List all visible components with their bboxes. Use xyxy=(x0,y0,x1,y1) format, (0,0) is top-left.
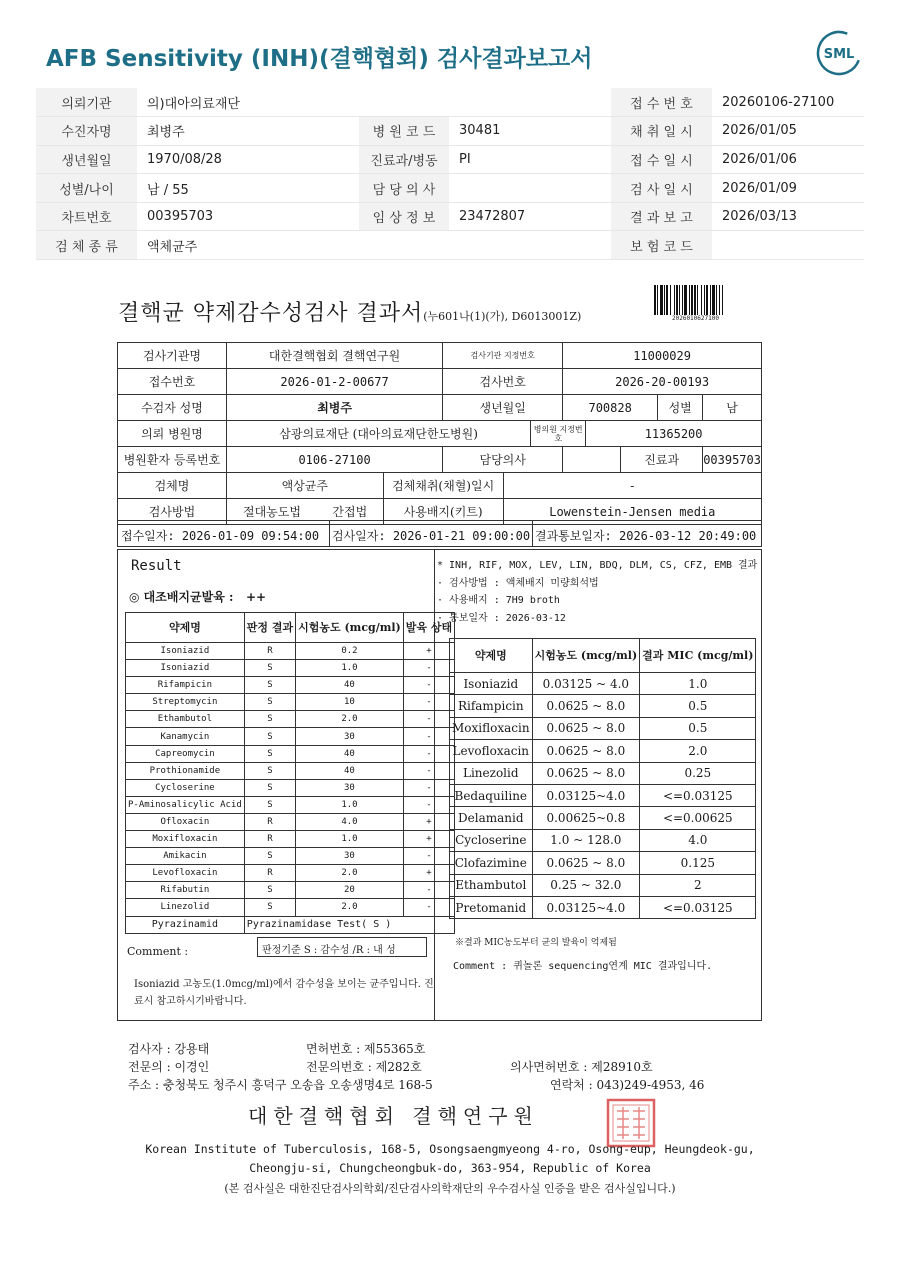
table-cell: 2.0 xyxy=(296,865,404,882)
table-cell: Cycloserine xyxy=(450,829,533,851)
criteria-box: 판정기준 S : 감수성 /R : 내 성 xyxy=(257,937,427,957)
table-cell: 0.03125 ~ 4.0 xyxy=(532,673,640,695)
table-row xyxy=(126,813,455,830)
drug-susceptibility-table xyxy=(125,612,455,934)
table-cell: 1.0 ~ 128.0 xyxy=(532,829,640,851)
table-row xyxy=(126,711,455,728)
table-cell: Clofazimine xyxy=(450,852,533,874)
table-cell: R xyxy=(244,813,295,830)
table-cell: - xyxy=(403,796,454,813)
table-cell: Ethambutol xyxy=(450,874,533,896)
table-cell: - xyxy=(403,899,454,916)
table-cell: 30 xyxy=(296,728,404,745)
column-header: 시험농도 (mcg/ml) xyxy=(296,613,404,643)
table-cell: Streptomycin xyxy=(126,694,245,711)
table-cell: Capreomycin xyxy=(126,745,245,762)
table-cell: 0.0625 ~ 8.0 xyxy=(532,852,640,874)
table-cell: 30 xyxy=(296,779,404,796)
column-header: 판정 결과 xyxy=(244,613,295,643)
table-cell: 0.5 xyxy=(640,717,756,739)
page-title: AFB Sensitivity (INH)(결핵협회) 검사결과보고서 xyxy=(46,46,593,72)
column-header: 시험농도 (mcg/ml) xyxy=(532,639,640,673)
table-cell: 1.0 xyxy=(640,673,756,695)
info-label: 접 수 일 시 xyxy=(611,145,712,174)
table-row xyxy=(450,784,756,806)
table-row xyxy=(450,740,756,762)
column-header: 결과 MIC (mcg/ml) xyxy=(640,639,756,673)
info-value: 2026/01/05 xyxy=(712,117,864,146)
column-header: 발육 상태 xyxy=(403,613,454,643)
barcode-number: 2026010627100 xyxy=(672,315,719,322)
table-cell: 20 xyxy=(296,882,404,899)
info-value: 남 / 55 xyxy=(137,174,359,203)
table-cell: S xyxy=(244,711,295,728)
organization-name: 대한결핵협회 결핵연구원 xyxy=(248,1104,539,1128)
table-cell: Delamanid xyxy=(450,807,533,829)
info-label: 진료과/병동 xyxy=(359,145,449,174)
address-en-2: Cheongju-si, Chungcheongbuk-do, 363-954, Republic of Korea xyxy=(249,1161,651,1175)
table-cell: S xyxy=(244,796,295,813)
table-cell: Isoniazid xyxy=(126,660,245,677)
table-cell: Rifampicin xyxy=(450,695,533,717)
table-row xyxy=(450,695,756,717)
info-label: 접 수 번 호 xyxy=(611,88,712,117)
table-cell: 0.03125~4.0 xyxy=(532,896,640,918)
info-value: 30481 xyxy=(449,117,611,146)
report-title: 결핵균 약제감수성검사 결과서(누601나(1)(가), D6013001Z) xyxy=(118,301,582,326)
table-cell: 30 xyxy=(296,848,404,865)
table-cell: 1.0 xyxy=(296,796,404,813)
result-title: Result xyxy=(131,558,182,574)
table-row xyxy=(450,874,756,896)
table-cell: S xyxy=(244,899,295,916)
mic-table-header xyxy=(450,639,756,673)
info-label: 검 사 일 시 xyxy=(611,174,712,203)
info-value: 00395703 xyxy=(137,202,359,231)
table-cell: Cycloserine xyxy=(126,779,245,796)
table-cell: - xyxy=(403,711,454,728)
table-cell: R xyxy=(244,831,295,848)
drug-table-header xyxy=(126,613,455,643)
table-cell: 40 xyxy=(296,745,404,762)
table-row xyxy=(126,796,455,813)
table-row xyxy=(126,865,455,882)
certification-note: (본 검사실은 대한진단검사의학회/진단검사의학재단의 우수검사실 인증을 받은 검사실입니다.) xyxy=(224,1182,676,1195)
table-cell: + xyxy=(403,865,454,882)
table-cell: Rifampicin xyxy=(126,677,245,694)
table-cell: + xyxy=(403,643,454,660)
pza-row xyxy=(126,916,455,933)
table-cell: S xyxy=(244,848,295,865)
info-label: 보 험 코 드 xyxy=(611,231,712,260)
table-cell: - xyxy=(403,677,454,694)
info-value: 23472807 xyxy=(449,202,611,231)
table-cell: Isoniazid xyxy=(126,643,245,660)
table-cell: + xyxy=(403,813,454,830)
table-row xyxy=(126,643,455,660)
table-row xyxy=(126,899,455,916)
table-cell: - xyxy=(403,779,454,796)
table-cell: Ofloxacin xyxy=(126,813,245,830)
table-cell: 2 xyxy=(640,874,756,896)
info-value: 의)대아의료재단 xyxy=(137,88,359,117)
table-cell: 0.0625 ~ 8.0 xyxy=(532,740,640,762)
table-cell: <=0.03125 xyxy=(640,896,756,918)
column-header: 약제명 xyxy=(450,639,533,673)
info-label: 성별/나이 xyxy=(36,174,137,203)
table-row xyxy=(450,673,756,695)
table-cell: Kanamycin xyxy=(126,728,245,745)
info-label: 병 원 코 드 xyxy=(359,117,449,146)
info-value: 2026/01/06 xyxy=(712,145,864,174)
table-cell: S xyxy=(244,694,295,711)
table-row xyxy=(126,728,455,745)
mic-header: * INH, RIF, MOX, LEV, LIN, BDQ, DLM, CS, CFZ, EMB 결과 · 검사방법 : 액체배지 미량희석법 · 사용배지 : 7H9 broth · 통보일자 : 2026-03-12 xyxy=(437,560,758,624)
table-cell: Amikacin xyxy=(126,848,245,865)
table-cell: 2.0 xyxy=(296,711,404,728)
table-cell: <=0.00625 xyxy=(640,807,756,829)
table-row xyxy=(126,660,455,677)
table-cell: Rifabutin xyxy=(126,882,245,899)
table-cell: Levofloxacin xyxy=(450,740,533,762)
footer-line-1: 검사자 : 강용태 면허번호 : 제55365호 xyxy=(128,1042,426,1056)
info-label: 수진자명 xyxy=(36,117,137,146)
colony-growth: ◎ 대조배지균발육 : ++ xyxy=(129,590,267,604)
pza-result: Pyrazinamidase Test( S ) xyxy=(244,916,454,933)
table-cell: - xyxy=(403,882,454,899)
table-cell: P-Aminosalicylic Acid xyxy=(126,796,245,813)
table-cell: 0.125 xyxy=(640,852,756,874)
table-cell: R xyxy=(244,865,295,882)
logo-text: SML xyxy=(823,47,855,62)
table-cell: Prothionamide xyxy=(126,762,245,779)
table-cell: - xyxy=(403,728,454,745)
result-note: Isoniazid 고농도(1.0mcg/ml)에서 감수성을 보이는 균주입니다. 진료시 참고하시기바랍니다. xyxy=(134,979,434,1007)
mic-table xyxy=(449,638,756,919)
table-cell: S xyxy=(244,728,295,745)
info-label: 채 취 일 시 xyxy=(611,117,712,146)
table-cell: Moxifloxacin xyxy=(126,831,245,848)
pza-name: Pyrazinamid xyxy=(126,916,245,933)
table-cell: Linezolid xyxy=(126,899,245,916)
info-value: 1970/08/28 xyxy=(137,145,359,174)
table-cell: 0.03125~4.0 xyxy=(532,784,640,806)
info-value: 액체균주 xyxy=(137,231,359,260)
table-row xyxy=(126,882,455,899)
table-row xyxy=(126,677,455,694)
table-cell: 2.0 xyxy=(296,899,404,916)
info-label: 검 체 종 류 xyxy=(36,231,137,260)
table-row xyxy=(450,717,756,739)
info-label: 담 당 의 사 xyxy=(359,174,449,203)
table-cell: 0.00625~0.8 xyxy=(532,807,640,829)
barcode-icon xyxy=(654,285,750,315)
table-cell: - xyxy=(403,694,454,711)
table-cell: 0.5 xyxy=(640,695,756,717)
info-value: PI xyxy=(449,145,611,174)
table-cell: Pretomanid xyxy=(450,896,533,918)
info-label: 임 상 정 보 xyxy=(359,202,449,231)
address-en-1: Korean Institute of Tuberculosis, 168-5, Osongsaengmyeong 4-ro, Osong-eup, Heungdeok-gu, xyxy=(145,1142,755,1156)
table-cell: 40 xyxy=(296,677,404,694)
mic-comment: Comment : 퀴놀론 sequencing연계 MIC 결과입니다. xyxy=(453,961,713,972)
table-cell: 0.0625 ~ 8.0 xyxy=(532,762,640,784)
table-cell: <=0.03125 xyxy=(640,784,756,806)
table-cell: 0.0625 ~ 8.0 xyxy=(532,695,640,717)
table-cell: Levofloxacin xyxy=(126,865,245,882)
footer-line-2: 전문의 : 이경인 전문의번호 : 제282호 의사면허번호 : 제28910호 xyxy=(128,1060,653,1074)
info-value: 2026/03/13 xyxy=(712,202,864,231)
table-cell: S xyxy=(244,745,295,762)
info-label: 생년월일 xyxy=(36,145,137,174)
table-cell: 40 xyxy=(296,762,404,779)
table-cell: - xyxy=(403,848,454,865)
table-cell: 4.0 xyxy=(296,813,404,830)
table-cell: - xyxy=(403,660,454,677)
mic-note: ※결과 MIC농도부터 균의 발육이 억제됨 xyxy=(455,938,617,948)
table-cell: 2.0 xyxy=(640,740,756,762)
footer-line-3: 주소 : 충청북도 청주시 흥덕구 오송읍 오송생명4로 168-5 연락처 : 043)249-4953, 46 xyxy=(128,1078,705,1092)
table-cell: Bedaquiline xyxy=(450,784,533,806)
table-cell: - xyxy=(403,745,454,762)
table-cell: 1.0 xyxy=(296,831,404,848)
report-dates: 접수일자: 2026-01-09 09:54:00 검사일자: 2026-01-21 09:00:00 결과통보일자: 2026-03-12 20:49:00 xyxy=(117,520,762,547)
table-row xyxy=(126,762,455,779)
info-value: 20260106-27100 xyxy=(712,88,864,117)
table-cell: 1.0 xyxy=(296,660,404,677)
table-cell: + xyxy=(403,831,454,848)
report-info-table: 검사기관명 대한결핵협회 결핵연구원 검사기관 지정번호 11000029 접수번호 2026-01-2-00677 검사번호 2026-20-00193 수검자 성명 최병주 생년월일 700828 성별 남 의뢰 병원명 삼광의료재단 (대아의료재단한도병원) 병의원 지정번호 11365200 병원환자 등록번호 0106-27100 담당의사 진료과 00395703 검체명 액상균주 검체채취(채혈)일시 - 검사방법 절대농도법 간접법 사용배지(키트) Lowenstein-Jensen media xyxy=(117,342,762,525)
table-row xyxy=(450,762,756,784)
table-row xyxy=(126,694,455,711)
table-row xyxy=(126,848,455,865)
table-cell: 10 xyxy=(296,694,404,711)
table-row xyxy=(450,852,756,874)
info-label: 차트번호 xyxy=(36,202,137,231)
table-cell: 4.0 xyxy=(640,829,756,851)
table-cell: 0.25 xyxy=(640,762,756,784)
info-value: 2026/01/09 xyxy=(712,174,864,203)
table-cell: 0.0625 ~ 8.0 xyxy=(532,717,640,739)
table-cell: - xyxy=(403,762,454,779)
table-row xyxy=(126,779,455,796)
column-header: 약제명 xyxy=(126,613,245,643)
table-cell: 0.25 ~ 32.0 xyxy=(532,874,640,896)
comment-label: Comment : xyxy=(127,945,189,958)
table-row xyxy=(450,807,756,829)
table-row xyxy=(126,745,455,762)
table-cell: R xyxy=(244,643,295,660)
table-cell: S xyxy=(244,762,295,779)
table-cell: S xyxy=(244,882,295,899)
table-row xyxy=(450,896,756,918)
table-cell: S xyxy=(244,779,295,796)
table-cell: S xyxy=(244,677,295,694)
table-cell: 0.2 xyxy=(296,643,404,660)
table-cell: Ethambutol xyxy=(126,711,245,728)
table-row xyxy=(126,831,455,848)
table-cell: Isoniazid xyxy=(450,673,533,695)
table-cell: S xyxy=(244,660,295,677)
table-row xyxy=(450,829,756,851)
table-cell: Linezolid xyxy=(450,762,533,784)
table-cell: Moxifloxacin xyxy=(450,717,533,739)
info-label: 의뢰기관 xyxy=(36,88,137,117)
info-label: 결 과 보 고 xyxy=(611,202,712,231)
info-value: 최병주 xyxy=(137,117,359,146)
